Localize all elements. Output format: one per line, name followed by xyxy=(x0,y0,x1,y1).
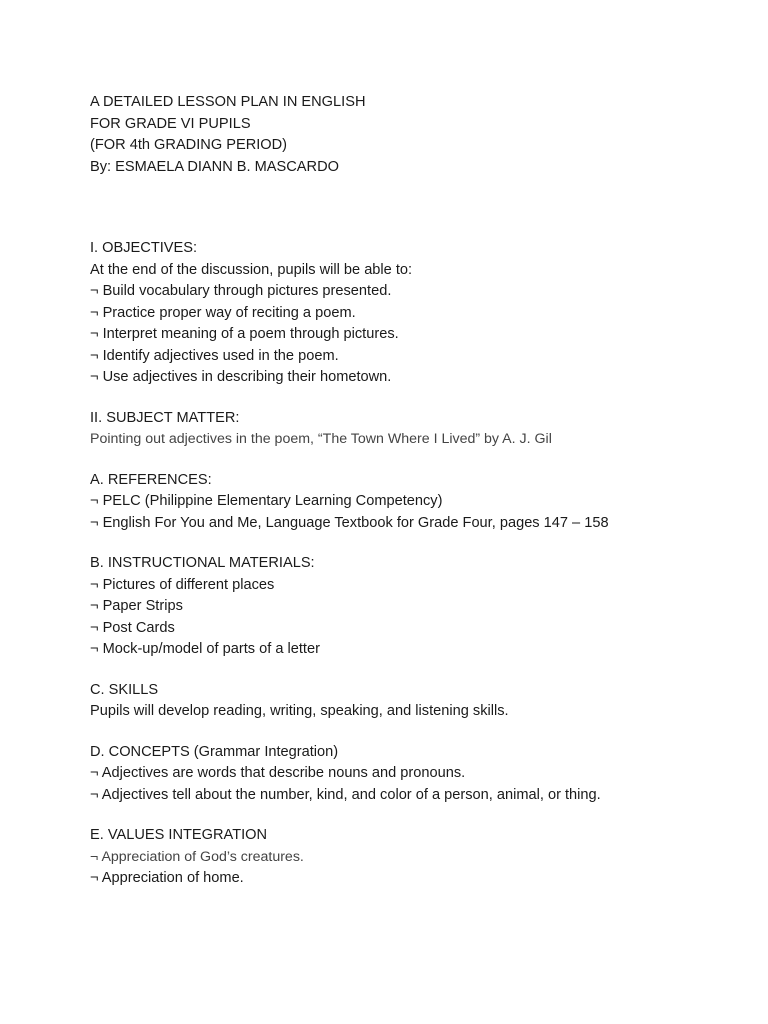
objectives-heading: I. OBJECTIVES: xyxy=(90,240,198,256)
reference-item: ¬ PELC (Philippine Elementary Learning Competency) xyxy=(90,493,443,509)
objective-item: ¬ Identify adjectives used in the poem. xyxy=(90,347,339,364)
values-section xyxy=(90,825,730,890)
lesson-plan-body xyxy=(90,92,730,890)
skills-section xyxy=(90,680,730,723)
objective-item: ¬ Practice proper way of reciting a poem. xyxy=(90,304,356,321)
skills-text: Pupils will develop reading, writing, speaking, and listening skills. xyxy=(90,703,509,719)
author-line: By: ESMAELA DIANN B. MASCARDO xyxy=(90,158,339,175)
references-heading: A. REFERENCES: xyxy=(90,471,212,488)
reference-item: ¬ English For You and Me, Language Textbook for Grade Four, pages 147 – 158 xyxy=(90,514,609,531)
concepts-heading: D. CONCEPTS (Grammar Integration) xyxy=(90,743,339,760)
objectives-section xyxy=(90,238,730,389)
material-item: ¬ Paper Strips xyxy=(90,598,183,614)
materials-heading: B. INSTRUCTIONAL MATERIALS: xyxy=(90,555,315,571)
materials-section xyxy=(90,553,730,661)
objective-item: ¬ Use adjectives in describing their hometown. xyxy=(90,369,392,385)
material-item: ¬ Pictures of different places xyxy=(90,576,275,593)
concept-item: ¬ Adjectives are words that describe nouns and pronouns. xyxy=(90,765,466,781)
skills-heading: C. SKILLS xyxy=(90,681,159,698)
objective-item: ¬ Build vocabulary through pictures presented. xyxy=(90,283,392,299)
values-heading: E. VALUES INTEGRATION xyxy=(90,827,268,843)
objectives-intro: At the end of the discussion, pupils will be able to: xyxy=(90,261,413,278)
objective-item: ¬ Interpret meaning of a poem through pictures. xyxy=(90,326,399,342)
subject-matter-heading: II. SUBJECT MATTER: xyxy=(90,409,240,426)
references-section xyxy=(90,470,730,535)
concepts-section xyxy=(90,742,730,807)
document-header xyxy=(90,92,730,178)
title-line-2: FOR GRADE VI PUPILS xyxy=(90,115,251,132)
title-line-3: (FOR 4th GRADING PERIOD) xyxy=(90,137,288,153)
title-line-1: A DETAILED LESSON PLAN IN ENGLISH xyxy=(90,94,366,110)
subject-matter-section xyxy=(90,408,730,451)
material-item: ¬ Mock-up/model of parts of a letter xyxy=(90,641,320,657)
subject-matter-text: Pointing out adjectives in the poem, “The Town Where I Lived” by A. J. Gil xyxy=(90,431,552,447)
concept-item: ¬ Adjectives tell about the number, kind, and color of a person, animal, or thing. xyxy=(90,786,601,803)
value-item: ¬ Appreciation of home. xyxy=(90,870,244,886)
value-item: ¬ Appreciation of God’s creatures. xyxy=(90,848,304,865)
material-item: ¬ Post Cards xyxy=(90,619,175,636)
